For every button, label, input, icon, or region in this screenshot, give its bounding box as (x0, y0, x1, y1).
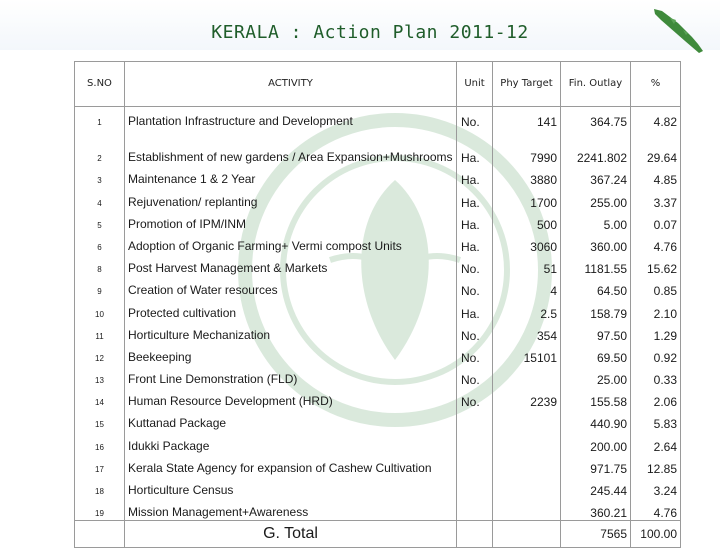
table-row (75, 387, 681, 409)
percent-cell: 2.10 (631, 298, 681, 320)
sno-cell: 10 (75, 298, 125, 320)
sno-cell: 9 (75, 276, 125, 298)
grand-total-percent: 100.00 (631, 521, 681, 548)
total-sno-cell (75, 521, 125, 548)
percent-cell: 29.64 (631, 129, 681, 165)
activity-cell: Front Line Demonstration (FLD) (125, 365, 457, 387)
sno-cell: 17 (75, 454, 125, 476)
total-unit-cell (457, 521, 493, 548)
activity-cell: Mission Management+Awareness (125, 498, 457, 521)
unit-cell: No. (457, 387, 493, 409)
phy-target-cell: 141 (493, 107, 561, 130)
fin-outlay-cell: 440.90 (561, 409, 631, 431)
fin-outlay-cell: 367.24 (561, 165, 631, 187)
activity-cell: Establishment of new gardens / Area Expansion+Mushrooms (125, 129, 457, 165)
action-plan-table (74, 61, 681, 548)
unit-cell: Ha. (457, 210, 493, 232)
fin-outlay-cell: 25.00 (561, 365, 631, 387)
sno-cell: 14 (75, 387, 125, 409)
fin-outlay-cell: 155.58 (561, 387, 631, 409)
percent-cell: 4.85 (631, 165, 681, 187)
table-row (75, 298, 681, 320)
phy-target-cell: 4 (493, 276, 561, 298)
percent-cell: 4.82 (631, 107, 681, 130)
activity-cell: Horticulture Census (125, 476, 457, 498)
fin-outlay-cell: 364.75 (561, 107, 631, 130)
table-row (75, 454, 681, 476)
sno-cell: 5 (75, 210, 125, 232)
phy-target-cell: 7990 (493, 129, 561, 165)
fin-outlay-cell: 158.79 (561, 298, 631, 320)
sno-cell: 3 (75, 165, 125, 187)
fin-outlay-cell: 245.44 (561, 476, 631, 498)
sno-cell: 11 (75, 321, 125, 343)
activity-cell: Adoption of Organic Farming+ Vermi compost Units (125, 232, 457, 254)
grand-total-row (75, 521, 681, 548)
unit-cell: Ha. (457, 165, 493, 187)
header-sno: S.NO (75, 62, 125, 107)
unit-cell: Ha. (457, 187, 493, 209)
activity-cell: Protected cultivation (125, 298, 457, 320)
table-row (75, 321, 681, 343)
kerala-map-icon (650, 6, 706, 56)
percent-cell: 3.24 (631, 476, 681, 498)
unit-cell: No. (457, 107, 493, 130)
fin-outlay-cell: 200.00 (561, 431, 631, 453)
phy-target-cell: 3880 (493, 165, 561, 187)
phy-target-cell (493, 365, 561, 387)
table-row (75, 210, 681, 232)
unit-cell (457, 498, 493, 521)
sno-cell: 6 (75, 232, 125, 254)
table-row (75, 431, 681, 453)
table-row (75, 187, 681, 209)
unit-cell: No. (457, 343, 493, 365)
percent-cell: 2.06 (631, 387, 681, 409)
sno-cell: 1 (75, 107, 125, 130)
table-header-row (75, 62, 681, 107)
activity-cell: Human Resource Development (HRD) (125, 387, 457, 409)
unit-cell: Ha. (457, 232, 493, 254)
activity-cell: Kerala State Agency for expansion of Cashew Cultivation (125, 454, 457, 476)
header-unit: Unit (457, 62, 493, 107)
unit-cell (457, 476, 493, 498)
unit-cell: No. (457, 254, 493, 276)
percent-cell: 1.29 (631, 321, 681, 343)
phy-target-cell (493, 409, 561, 431)
table-row (75, 409, 681, 431)
fin-outlay-cell: 97.50 (561, 321, 631, 343)
phy-target-cell: 2.5 (493, 298, 561, 320)
percent-cell: 12.85 (631, 454, 681, 476)
unit-cell (457, 431, 493, 453)
header-fin-outlay: Fin. Outlay (561, 62, 631, 107)
activity-cell: Creation of Water resources (125, 276, 457, 298)
table-row (75, 498, 681, 521)
unit-cell (457, 409, 493, 431)
phy-target-cell: 51 (493, 254, 561, 276)
slide-title: KERALA : Action Plan 2011-12 (211, 22, 529, 43)
percent-cell: 0.33 (631, 365, 681, 387)
activity-cell: Plantation Infrastructure and Development (125, 107, 457, 130)
phy-target-cell: 3060 (493, 232, 561, 254)
grand-total-fin-outlay: 7565 (561, 521, 631, 548)
percent-cell: 0.07 (631, 210, 681, 232)
activity-cell: Maintenance 1 & 2 Year (125, 165, 457, 187)
fin-outlay-cell: 69.50 (561, 343, 631, 365)
sno-cell: 12 (75, 343, 125, 365)
phy-target-cell: 15101 (493, 343, 561, 365)
phy-target-cell: 500 (493, 210, 561, 232)
table-row (75, 343, 681, 365)
fin-outlay-cell: 5.00 (561, 210, 631, 232)
phy-target-cell (493, 476, 561, 498)
percent-cell: 0.92 (631, 343, 681, 365)
percent-cell: 4.76 (631, 232, 681, 254)
activity-cell: Post Harvest Management & Markets (125, 254, 457, 276)
percent-cell: 15.62 (631, 254, 681, 276)
table-row (75, 476, 681, 498)
table-row (75, 365, 681, 387)
unit-cell: No. (457, 321, 493, 343)
unit-cell: Ha. (457, 129, 493, 165)
activity-cell: Promotion of IPM/INM (125, 210, 457, 232)
activity-cell: Idukki Package (125, 431, 457, 453)
sno-cell: 15 (75, 409, 125, 431)
fin-outlay-cell: 360.00 (561, 232, 631, 254)
sno-cell: 13 (75, 365, 125, 387)
table-row (75, 165, 681, 187)
sno-cell: 18 (75, 476, 125, 498)
table-row (75, 107, 681, 130)
grand-total-label: G. Total (125, 521, 457, 548)
percent-cell: 4.76 (631, 498, 681, 521)
fin-outlay-cell: 971.75 (561, 454, 631, 476)
percent-cell: 0.85 (631, 276, 681, 298)
activity-cell: Horticulture Mechanization (125, 321, 457, 343)
percent-cell: 2.64 (631, 431, 681, 453)
phy-target-cell: 2239 (493, 387, 561, 409)
fin-outlay-cell: 1181.55 (561, 254, 631, 276)
sno-cell: 2 (75, 129, 125, 165)
header-phy-target: Phy Target (493, 62, 561, 107)
fin-outlay-cell: 2241.802 (561, 129, 631, 165)
sno-cell: 16 (75, 431, 125, 453)
table-row (75, 254, 681, 276)
activity-cell: Rejuvenation/ replanting (125, 187, 457, 209)
percent-cell: 3.37 (631, 187, 681, 209)
fin-outlay-cell: 255.00 (561, 187, 631, 209)
phy-target-cell (493, 454, 561, 476)
sno-cell: 4 (75, 187, 125, 209)
activity-cell: Kuttanad Package (125, 409, 457, 431)
table-row (75, 232, 681, 254)
header-activity: ACTIVITY (125, 62, 457, 107)
table-row (75, 276, 681, 298)
percent-cell: 5.83 (631, 409, 681, 431)
header-percent: % (631, 62, 681, 107)
unit-cell: No. (457, 276, 493, 298)
phy-target-cell (493, 431, 561, 453)
phy-target-cell: 354 (493, 321, 561, 343)
phy-target-cell: 1700 (493, 187, 561, 209)
unit-cell: No. (457, 365, 493, 387)
activity-cell: Beekeeping (125, 343, 457, 365)
table-row (75, 129, 681, 165)
unit-cell (457, 454, 493, 476)
fin-outlay-cell: 360.21 (561, 498, 631, 521)
sno-cell: 8 (75, 254, 125, 276)
sno-cell: 19 (75, 498, 125, 521)
phy-target-cell (493, 498, 561, 521)
unit-cell: Ha. (457, 298, 493, 320)
total-phy-cell (493, 521, 561, 548)
fin-outlay-cell: 64.50 (561, 276, 631, 298)
